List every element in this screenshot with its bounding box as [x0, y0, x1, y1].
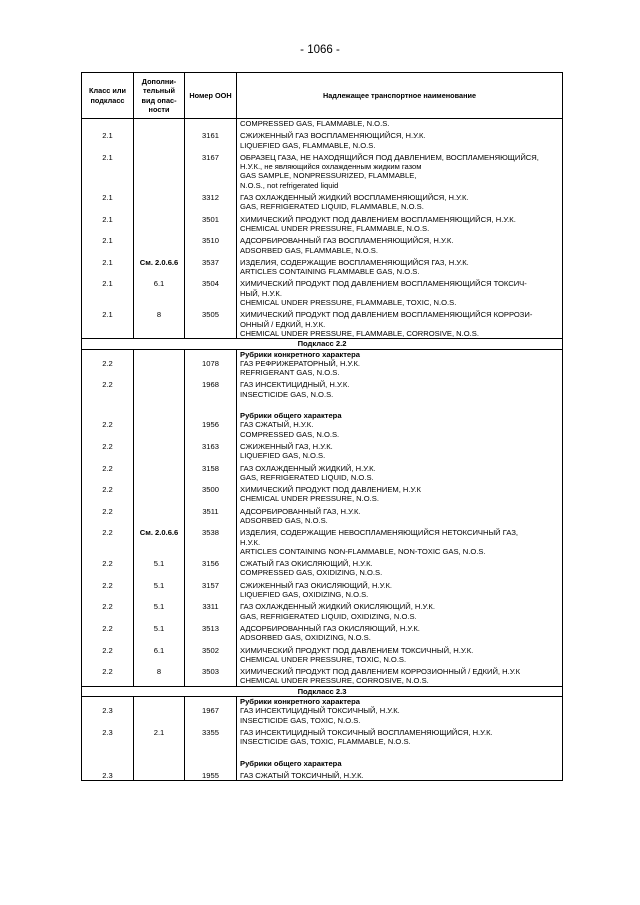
shipping-name-line: ГАЗ СЖАТЫЙ ТОКСИЧНЫЙ, Н.У.К. [240, 770, 364, 780]
rubric-heading [237, 399, 563, 420]
shipping-name-line: GAS SAMPLE, NONPRESSURIZED, FLAMMABLE, [240, 171, 417, 181]
class-cell: 2.2 [82, 439, 134, 461]
class-cell: 2.1 [82, 276, 134, 307]
shipping-name-line: CHEMICAL UNDER PRESSURE, N.O.S. [240, 494, 379, 504]
class-cell: 2.1 [82, 190, 134, 212]
shipping-name-line: ADSORBED GAS, OXIDIZING, N.O.S. [240, 633, 371, 643]
empty-cell [134, 697, 185, 707]
shipping-name-line: Н.У.К. [240, 537, 261, 547]
shipping-name-line: ГАЗ ИНСЕКТИЦИДНЫЙ ТОКСИЧНЫЙ ВОСПЛАМЕНЯЮЩИЙСЯ, Н.У.К. [240, 727, 493, 737]
shipping-name-line: ГАЗ РЕФРИЖЕРАТОРНЫЙ, Н.У.К. [240, 358, 361, 368]
shipping-name-line: ГАЗ ИНСЕКТИЦИДНЫЙ, Н.У.К. [240, 380, 350, 390]
shipping-name-line: ОННЫЙ / ЕДКИЙ, Н.У.К. [240, 319, 326, 329]
rubric-heading-text: Рубрики общего характера [240, 758, 342, 768]
shipping-name-line: CHEMICAL UNDER PRESSURE, CORROSIVE, N.O.S. [240, 676, 429, 686]
subsidiary-risk-cell: 6.1 [134, 276, 185, 307]
subsidiary-risk-cell [134, 461, 185, 483]
class-cell: 2.2 [82, 377, 134, 399]
shipping-name-cell [237, 599, 563, 621]
un-number-cell: 3502 [185, 643, 237, 665]
empty-cell [185, 399, 237, 420]
rubric-heading-row [82, 747, 563, 768]
empty-cell [185, 349, 237, 359]
un-number-cell: 1956 [185, 420, 237, 439]
un-number-cell: 3501 [185, 212, 237, 234]
table-row [82, 255, 563, 277]
shipping-name-line: INSECTICIDE GAS, TOXIC, N.O.S. [240, 715, 361, 725]
shipping-name-line: Н.У.К., не являющийся охлажденным жидким газом [240, 162, 422, 172]
un-number-cell: 3158 [185, 461, 237, 483]
table-row [82, 706, 563, 725]
subsidiary-risk-cell: 8 [134, 664, 185, 686]
shipping-name-line: ARTICLES CONTAINING FLAMMABLE GAS, N.O.S. [240, 267, 420, 277]
class-cell: 2.1 [82, 255, 134, 277]
table-row [82, 190, 563, 212]
class-cell [82, 119, 134, 129]
un-number-cell [185, 119, 237, 129]
shipping-name-line: ГАЗ ОХЛАЖДЕННЫЙ ЖИДКИЙ ВОСПЛАМЕНЯЮЩИЙСЯ, Н.У.К. [240, 193, 469, 203]
table-row [82, 621, 563, 643]
table-row [82, 233, 563, 255]
shipping-name-line: ADSORBED GAS, FLAMMABLE, N.O.S. [240, 245, 378, 255]
shipping-name-line: GAS, REFRIGERATED LIQUID, FLAMMABLE, N.O.S. [240, 202, 424, 212]
subsidiary-risk-cell [134, 150, 185, 190]
subsidiary-risk-cell [134, 233, 185, 255]
shipping-name-cell [237, 439, 563, 461]
empty-cell [82, 349, 134, 359]
un-number-cell: 1967 [185, 706, 237, 725]
rubric-heading-row [82, 399, 563, 420]
shipping-name-cell [237, 556, 563, 578]
un-number-cell: 3538 [185, 525, 237, 556]
shipping-name-line: CHEMICAL UNDER PRESSURE, FLAMMABLE, TOXIC, N.O.S. [240, 298, 457, 308]
shipping-name-cell [237, 621, 563, 643]
subsidiary-risk-cell [134, 482, 185, 504]
shipping-name-line: ХИМИЧЕСКИЙ ПРОДУКТ ПОД ДАВЛЕНИЕМ ТОКСИЧНЫЙ, Н.У.К. [240, 645, 474, 655]
shipping-name-line: GAS, REFRIGERATED LIQUID, OXIDIZING, N.O.S. [240, 611, 417, 621]
un-number-cell: 1078 [185, 359, 237, 378]
shipping-name-line: INSECTICIDE GAS, N.O.S. [240, 389, 334, 399]
shipping-name-cell [237, 128, 563, 150]
shipping-name-cell [237, 190, 563, 212]
class-cell: 2.1 [82, 212, 134, 234]
subsidiary-risk-cell: 5.1 [134, 599, 185, 621]
un-number-cell: 3157 [185, 578, 237, 600]
empty-cell [134, 349, 185, 359]
shipping-name-line: СЖИЖЕННЫЙ ГАЗ ВОСПЛАМЕНЯЮЩИЙСЯ, Н.У.К. [240, 131, 426, 141]
shipping-name-cell [237, 359, 563, 378]
table-row [82, 504, 563, 526]
shipping-name-line: REFRIGERANT GAS, N.O.S. [240, 368, 340, 378]
shipping-name-line: LIQUEFIED GAS, N.O.S. [240, 451, 326, 461]
shipping-name-cell [237, 276, 563, 307]
class-cell: 2.2 [82, 556, 134, 578]
table-row [82, 599, 563, 621]
shipping-name-line: LIQUEFIED GAS, OXIDIZING, N.O.S. [240, 590, 369, 600]
shipping-name-line: ГАЗ ОХЛАЖДЕННЫЙ ЖИДКИЙ ОКИСЛЯЮЩИЙ, Н.У.К. [240, 602, 435, 612]
header-class: Класс или подкласс [82, 73, 134, 119]
table-row [82, 725, 563, 747]
shipping-name-line: НЫЙ, Н.У.К. [240, 288, 282, 298]
un-number-cell: 3311 [185, 599, 237, 621]
shipping-name-cell [237, 233, 563, 255]
shipping-name-cell [237, 420, 563, 439]
subsidiary-risk-cell [134, 504, 185, 526]
table-body [82, 119, 563, 781]
shipping-name-line: ХИМИЧЕСКИЙ ПРОДУКТ ПОД ДАВЛЕНИЕМ, Н.У.К [240, 485, 421, 495]
class-cell: 2.2 [82, 420, 134, 439]
table-header-row [82, 73, 563, 119]
shipping-name-line: N.O.S., not refrigerated liquid [240, 180, 339, 190]
shipping-name-cell [237, 307, 563, 338]
un-number-cell: 3355 [185, 725, 237, 747]
class-cell: 2.3 [82, 725, 134, 747]
shipping-name-cell [237, 150, 563, 190]
shipping-name-line: АДСОРБИРОВАННЫЙ ГАЗ ВОСПЛАМЕНЯЮЩИЙСЯ, Н.У.К. [240, 236, 454, 246]
subsidiary-risk-cell: 8 [134, 307, 185, 338]
un-number-cell: 3504 [185, 276, 237, 307]
class-cell: 2.2 [82, 621, 134, 643]
empty-cell [134, 747, 185, 768]
table-row [82, 359, 563, 378]
subsidiary-risk-cell [134, 420, 185, 439]
shipping-name-line: ARTICLES CONTAINING NON-FLAMMABLE, NON-TOXIC GAS, N.O.S. [240, 546, 486, 556]
un-number-cell: 3513 [185, 621, 237, 643]
empty-cell [134, 399, 185, 420]
shipping-name-line: ИЗДЕЛИЯ, СОДЕРЖАЩИЕ НЕВОСПЛАМЕНЯЮЩИЙСЯ НЕТОКСИЧНЫЙ ГАЗ, [240, 528, 519, 538]
shipping-name-cell [237, 664, 563, 686]
shipping-name-cell [237, 578, 563, 600]
table-row [82, 377, 563, 399]
subsidiary-risk-cell: 6.1 [134, 643, 185, 665]
empty-cell [185, 747, 237, 768]
rubric-heading [237, 697, 563, 707]
subsidiary-risk-cell [134, 359, 185, 378]
table-row [82, 556, 563, 578]
table-row [82, 150, 563, 190]
shipping-name-line: GAS, REFRIGERATED LIQUID, N.O.S. [240, 472, 374, 482]
un-number-cell: 3500 [185, 482, 237, 504]
class-cell: 2.3 [82, 768, 134, 781]
class-cell: 2.2 [82, 359, 134, 378]
table-row [82, 768, 563, 781]
table-row [82, 212, 563, 234]
class-cell: 2.2 [82, 525, 134, 556]
table-row [82, 119, 563, 129]
un-number-cell: 1955 [185, 768, 237, 781]
shipping-name-line: СЖИЖЕННЫЙ ГАЗ ОКИСЛЯЮЩИЙ, Н.У.К. [240, 580, 393, 590]
page-number: - 1066 - [300, 44, 340, 56]
shipping-name-line: ГАЗ ОХЛАЖДЕННЫЙ ЖИДКИЙ, Н.У.К. [240, 463, 376, 473]
shipping-name-cell [237, 119, 563, 129]
un-number-cell: 3511 [185, 504, 237, 526]
table-row [82, 482, 563, 504]
table-row [82, 664, 563, 686]
shipping-name-line: АДСОРБИРОВАННЫЙ ГАЗ ОКИСЛЯЮЩИЙ, Н.У.К. [240, 623, 420, 633]
un-number-cell: 3505 [185, 307, 237, 338]
table-row [82, 643, 563, 665]
table-row [82, 276, 563, 307]
shipping-name-line: ADSORBED GAS, N.O.S. [240, 515, 328, 525]
shipping-name-line: СЖИЖЕННЫЙ ГАЗ, Н.У.К. [240, 441, 333, 451]
shipping-name-line: ХИМИЧЕСКИЙ ПРОДУКТ ПОД ДАВЛЕНИЕМ КОРРОЗИОННЫЙ / ЕДКИЙ, Н.У.К [240, 667, 521, 677]
subsidiary-risk-cell: См. 2.0.6.6 [134, 525, 185, 556]
class-cell: 2.2 [82, 461, 134, 483]
class-cell: 2.1 [82, 233, 134, 255]
subsidiary-risk-cell [134, 706, 185, 725]
subclass-title: Подкласс 2.3 [82, 686, 563, 696]
shipping-name-line: ХИМИЧЕСКИЙ ПРОДУКТ ПОД ДАВЛЕНИЕМ ВОСПЛАМЕНЯЮЩИЙСЯ КОРРОЗИ- [240, 310, 533, 320]
shipping-name-cell [237, 461, 563, 483]
un-number-cell: 1968 [185, 377, 237, 399]
table-row [82, 128, 563, 150]
un-number-cell: 3312 [185, 190, 237, 212]
class-cell: 2.1 [82, 150, 134, 190]
rubric-heading [237, 747, 563, 768]
subsidiary-risk-cell: 2.1 [134, 725, 185, 747]
class-cell: 2.2 [82, 643, 134, 665]
subsidiary-risk-cell [134, 119, 185, 129]
shipping-name-line: COMPRESSED GAS, OXIDIZING, N.O.S. [240, 568, 383, 578]
class-cell: 2.2 [82, 599, 134, 621]
subsidiary-risk-cell [134, 128, 185, 150]
shipping-name-cell [237, 725, 563, 747]
subclass-row [82, 339, 563, 349]
rubric-heading [237, 349, 563, 359]
rubric-heading-text: Рубрики конкретного характера [240, 349, 361, 359]
subsidiary-risk-cell [134, 768, 185, 781]
header-shipping-name: Надлежащее транспортное наименование [237, 73, 563, 119]
table-row [82, 307, 563, 338]
subsidiary-risk-cell [134, 190, 185, 212]
rubric-heading-text: Рубрики конкретного характера [240, 697, 361, 707]
table-row [82, 420, 563, 439]
header-subsidiary-risk: Дополни-тельный вид опас-ности [134, 73, 185, 119]
empty-cell [82, 697, 134, 707]
shipping-name-line: ХИМИЧЕСКИЙ ПРОДУКТ ПОД ДАВЛЕНИЕМ ВОСПЛАМЕНЯЮЩИЙСЯ, Н.У.К. [240, 214, 516, 224]
shipping-name-cell [237, 255, 563, 277]
shipping-name-cell [237, 212, 563, 234]
subsidiary-risk-cell: 5.1 [134, 556, 185, 578]
shipping-name-line: CHEMICAL UNDER PRESSURE, TOXIC, N.O.S. [240, 654, 407, 664]
table-row [82, 578, 563, 600]
shipping-name-line: ГАЗ СЖАТЫЙ, Н.У.К. [240, 420, 314, 430]
shipping-name-line: СЖАТЫЙ ГАЗ ОКИСЛЯЮЩИЙ, Н.У.К. [240, 559, 373, 569]
dangerous-goods-table [81, 72, 563, 781]
un-number-cell: 3510 [185, 233, 237, 255]
subclass-row [82, 686, 563, 696]
shipping-name-line: CHEMICAL UNDER PRESSURE, FLAMMABLE, CORROSIVE, N.O.S. [240, 328, 479, 338]
class-cell: 2.2 [82, 482, 134, 504]
subclass-title: Подкласс 2.2 [82, 339, 563, 349]
shipping-name-cell [237, 706, 563, 725]
shipping-name-line: COMPRESSED GAS, FLAMMABLE, N.O.S. [240, 119, 390, 128]
un-number-cell: 3503 [185, 664, 237, 686]
subsidiary-risk-cell [134, 212, 185, 234]
class-cell: 2.3 [82, 706, 134, 725]
shipping-name-line: АДСОРБИРОВАННЫЙ ГАЗ, Н.У.К. [240, 506, 361, 516]
empty-cell [82, 399, 134, 420]
table-row [82, 525, 563, 556]
rubric-heading-text: Рубрики общего характера [240, 411, 342, 421]
rubric-heading-row [82, 349, 563, 359]
subsidiary-risk-cell: См. 2.0.6.6 [134, 255, 185, 277]
shipping-name-line: ГАЗ ИНСЕКТИЦИДНЫЙ ТОКСИЧНЫЙ, Н.У.К. [240, 706, 400, 716]
shipping-name-line: COMPRESSED GAS, N.O.S. [240, 429, 340, 439]
shipping-name-cell [237, 482, 563, 504]
shipping-name-line: LIQUEFIED GAS, FLAMMABLE, N.O.S. [240, 140, 376, 150]
shipping-name-cell [237, 504, 563, 526]
shipping-name-line: ХИМИЧЕСКИЙ ПРОДУКТ ПОД ДАВЛЕНИЕМ ВОСПЛАМЕНЯЮЩИЙСЯ ТОКСИЧ- [240, 279, 527, 289]
shipping-name-line: ОБРАЗЕЦ ГАЗА, НЕ НАХОДЯЩИЙСЯ ПОД ДАВЛЕНИЕМ, ВОСПЛАМЕНЯЮЩИЙСЯ, [240, 152, 539, 162]
subsidiary-risk-cell [134, 439, 185, 461]
class-cell: 2.2 [82, 664, 134, 686]
shipping-name-cell [237, 525, 563, 556]
shipping-name-cell [237, 768, 563, 781]
un-number-cell: 3161 [185, 128, 237, 150]
table-row [82, 461, 563, 483]
subsidiary-risk-cell [134, 377, 185, 399]
un-number-cell: 3167 [185, 150, 237, 190]
class-cell: 2.2 [82, 578, 134, 600]
shipping-name-cell [237, 643, 563, 665]
class-cell: 2.1 [82, 307, 134, 338]
shipping-name-line: INSECTICIDE GAS, TOXIC, FLAMMABLE, N.O.S. [240, 737, 411, 747]
subsidiary-risk-cell: 5.1 [134, 621, 185, 643]
empty-cell [82, 747, 134, 768]
class-cell: 2.1 [82, 128, 134, 150]
un-number-cell: 3537 [185, 255, 237, 277]
shipping-name-cell [237, 377, 563, 399]
header-un-number: Номер ООН [185, 73, 237, 119]
class-cell: 2.2 [82, 504, 134, 526]
empty-cell [185, 697, 237, 707]
un-number-cell: 3163 [185, 439, 237, 461]
subsidiary-risk-cell: 5.1 [134, 578, 185, 600]
shipping-name-line: CHEMICAL UNDER PRESSURE, FLAMMABLE, N.O.S. [240, 223, 430, 233]
un-number-cell: 3156 [185, 556, 237, 578]
rubric-heading-row [82, 697, 563, 707]
table-row [82, 439, 563, 461]
shipping-name-line: ИЗДЕЛИЯ, СОДЕРЖАЩИЕ ВОСПЛАМЕНЯЮЩИЙСЯ ГАЗ, Н.У.К. [240, 257, 469, 267]
